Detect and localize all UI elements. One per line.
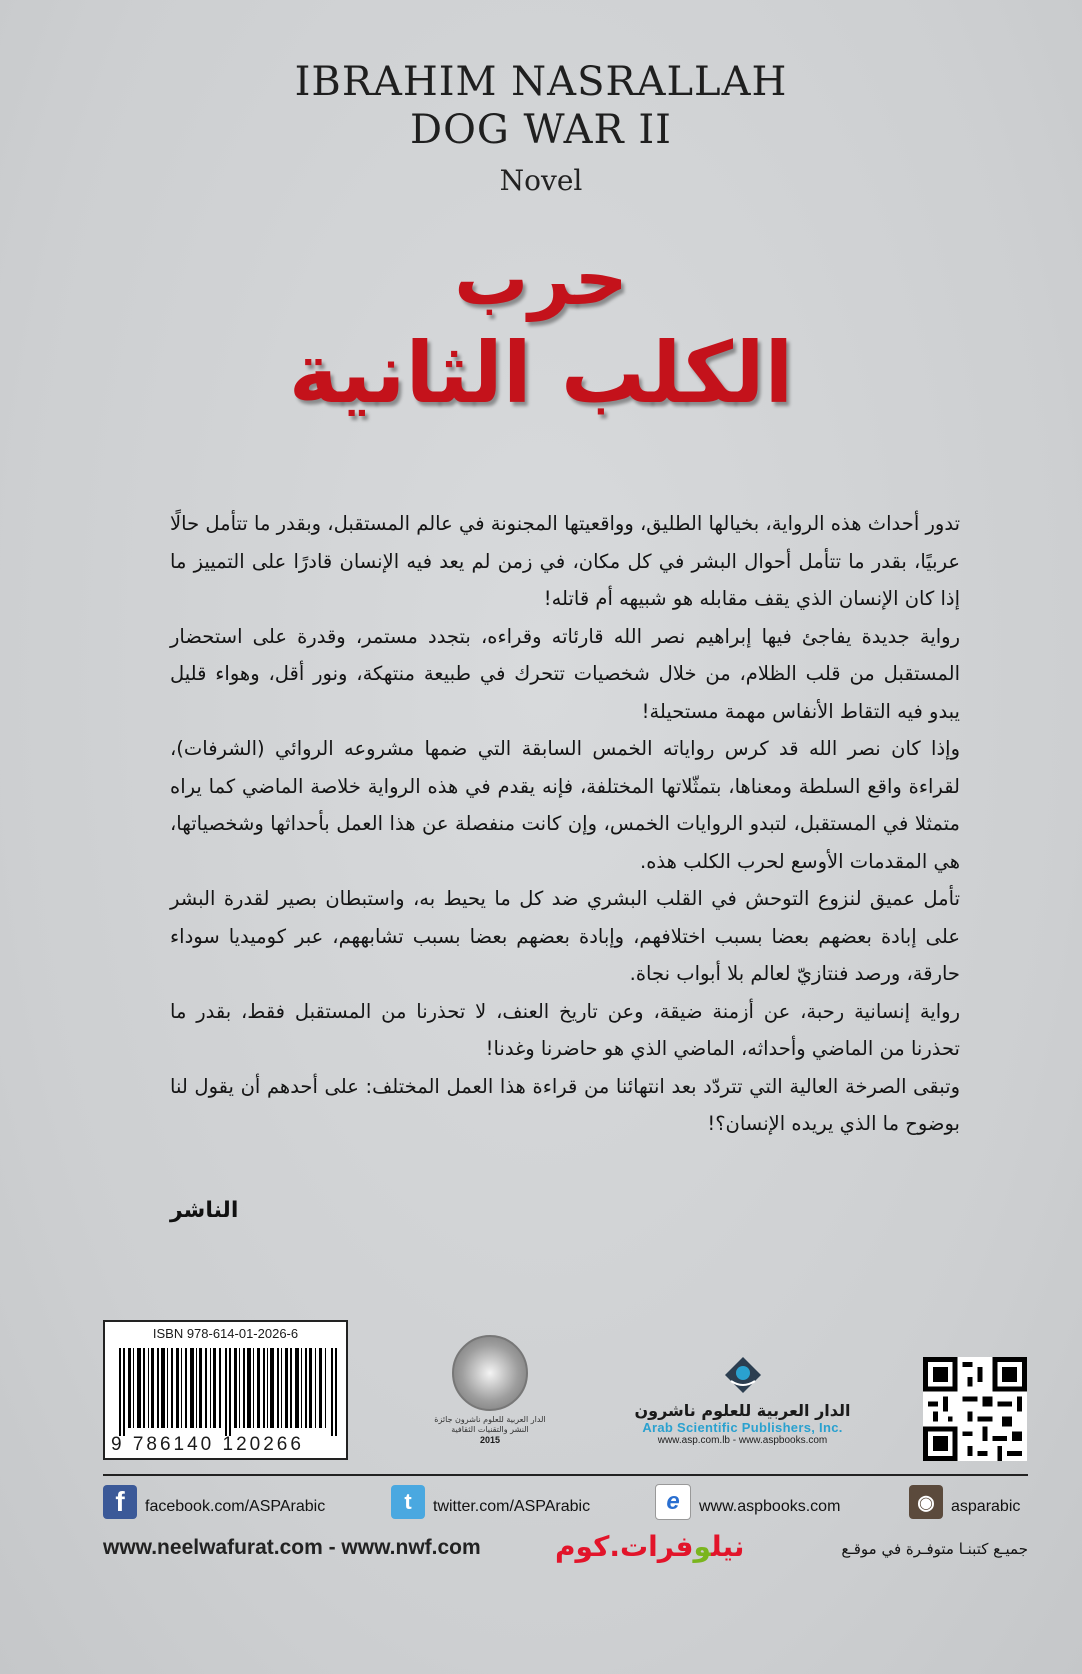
blurb-paragraph: وتبقى الصرخة العالية التي تتردّد بعد انتهائنا من قراءة هذا العمل المختلف: على أحدهم أن يقول لنا بوضوح ما الذي يريده الإنسان؟! <box>170 1074 960 1135</box>
brand-part: نيل <box>711 1530 745 1563</box>
website-label[interactable]: www.aspbooks.com <box>699 1498 841 1515</box>
store-urls[interactable]: www.neelwafurat.com - www.nwf.com <box>103 1536 481 1559</box>
social-twitter[interactable] <box>391 1482 590 1522</box>
social-links <box>103 1482 1028 1522</box>
availability-text: جميـع كتبنـا متوفـرة في موقـع <box>841 1540 1028 1558</box>
publisher-name-arabic: الدار العربية للعلوم ناشرون <box>634 1401 851 1420</box>
divider-line <box>103 1474 1028 1476</box>
publisher-signature: الناشر <box>170 1198 239 1223</box>
blurb-paragraph: وإذا كان نصر الله قد كرس رواياته الخمس السابقة التي ضمها مشروعه الروائي (الشرفات)، لقراءة واقع السلطة ومعناها، بتمثّلاتها المختلفة، فإنه يقدم في هذه الرواية خلاصة الماضي كما يراه متمثلا في المستقبل، لتبدو الروايات الخمس، وإن كانت منفصلة عن هذا العمل بأحداثها وشخصياتها، هي المقدمات الأوسع لحرب الكلب هذه. <box>170 737 960 873</box>
brand-part: و <box>693 1530 712 1563</box>
arabic-title-line-2: الكلب الثانية <box>288 324 794 422</box>
blurb-paragraph: رواية جديدة يفاجئ فيها إبراهيم نصر الله قارئاته وقراءه، بتجدد مستمر، وقدرة على استحضار المستقبل من قلب الظلام، من خلال شخصيات تتحرك في طبيعة منتهكة، ونور أقل، وهواء قليل يبدو فيه التقاط الأنفاس مهمة مستحيلة! <box>170 624 960 723</box>
award-seal <box>425 1335 555 1465</box>
facebook-label[interactable]: facebook.com/ASPArabic <box>145 1498 326 1515</box>
footer <box>103 1530 1028 1572</box>
arabic-title <box>0 235 1082 423</box>
isbn-label: ISBN 978-614-01-2026-6 <box>152 1326 299 1341</box>
brand-part: فرات <box>620 1530 694 1563</box>
instagram-label[interactable]: asparabic <box>951 1498 1021 1515</box>
publisher-name-english: Arab Scientific Publishers, Inc. <box>642 1420 843 1435</box>
publisher-logo <box>630 1355 855 1446</box>
award-year: 2015 <box>479 1435 501 1445</box>
blurb-paragraph: تأمل عميق لنزوع التوحش في القلب البشري ضد كل ما يحيط به، واستبطان بصير لقدرة البشر على إبادة بعضهم بعضا بسبب اختلافهم، وإبادة بعضهم بعضا بسبب تشابههم، عبر كوميديا سوداء حارقة، ورصد فنتازيّ لعالم بلا أبواب نجاة. <box>170 887 960 985</box>
social-website[interactable] <box>655 1482 840 1522</box>
award-caption: الدار العربية للعلوم ناشرون جائزة النشر والتقنيات الثقافية <box>434 1415 546 1434</box>
blurb-paragraph: تدور أحداث هذه الرواية، بخيالها الطليق، وواقعيتها المجنونة في عالم المستقبل، وبقدر ما تتأمل حالًا عربيًا، بقدر ما تتأمل أحوال البشر في كل مكان، في زمن لم يعد فيه الإنسان قادرًا على التمييز ما إذا كان الإنسان الذي يقف مقابله هو شبيهه أم قاتله! <box>170 512 960 610</box>
publisher-emblem-icon <box>723 1355 763 1395</box>
blurb-paragraph: رواية إنسانية رحبة، عن أزمنة ضيقة، وعن تاريخ العنف، لا تحذرنا من المستقبل فقط، بقدر ما تحذرنا من الماضي وأحداثه، الماضي الذي هو حاضرنا وغدنا! <box>170 999 960 1060</box>
author-name: IBRAHIM NASRALLAH <box>294 59 788 105</box>
blurb-text <box>170 505 960 1143</box>
barcode-digits: 9 786140 120266 <box>111 1434 304 1455</box>
social-instagram[interactable] <box>909 1482 1020 1522</box>
book-title: DOG WAR II <box>410 107 672 153</box>
barcode-bars <box>119 1348 337 1436</box>
brand-part: .كوم <box>555 1530 620 1563</box>
store-brand-logo <box>555 1530 744 1563</box>
award-medal-icon <box>452 1335 528 1411</box>
web-browser-icon: e <box>655 1484 691 1520</box>
qr-code[interactable] <box>923 1357 1027 1461</box>
english-header <box>0 58 1082 197</box>
social-facebook[interactable] <box>103 1482 325 1522</box>
publisher-websites: www.asp.com.lb - www.aspbooks.com <box>657 1435 828 1446</box>
arabic-title-line-1: حرب <box>454 236 628 322</box>
genre-label: Novel <box>499 164 583 197</box>
facebook-icon: f <box>103 1485 137 1519</box>
instagram-icon: ◉ <box>909 1485 943 1519</box>
twitter-icon: t <box>391 1485 425 1519</box>
twitter-label[interactable]: twitter.com/ASPArabic <box>433 1498 591 1515</box>
isbn-barcode <box>103 1320 348 1460</box>
